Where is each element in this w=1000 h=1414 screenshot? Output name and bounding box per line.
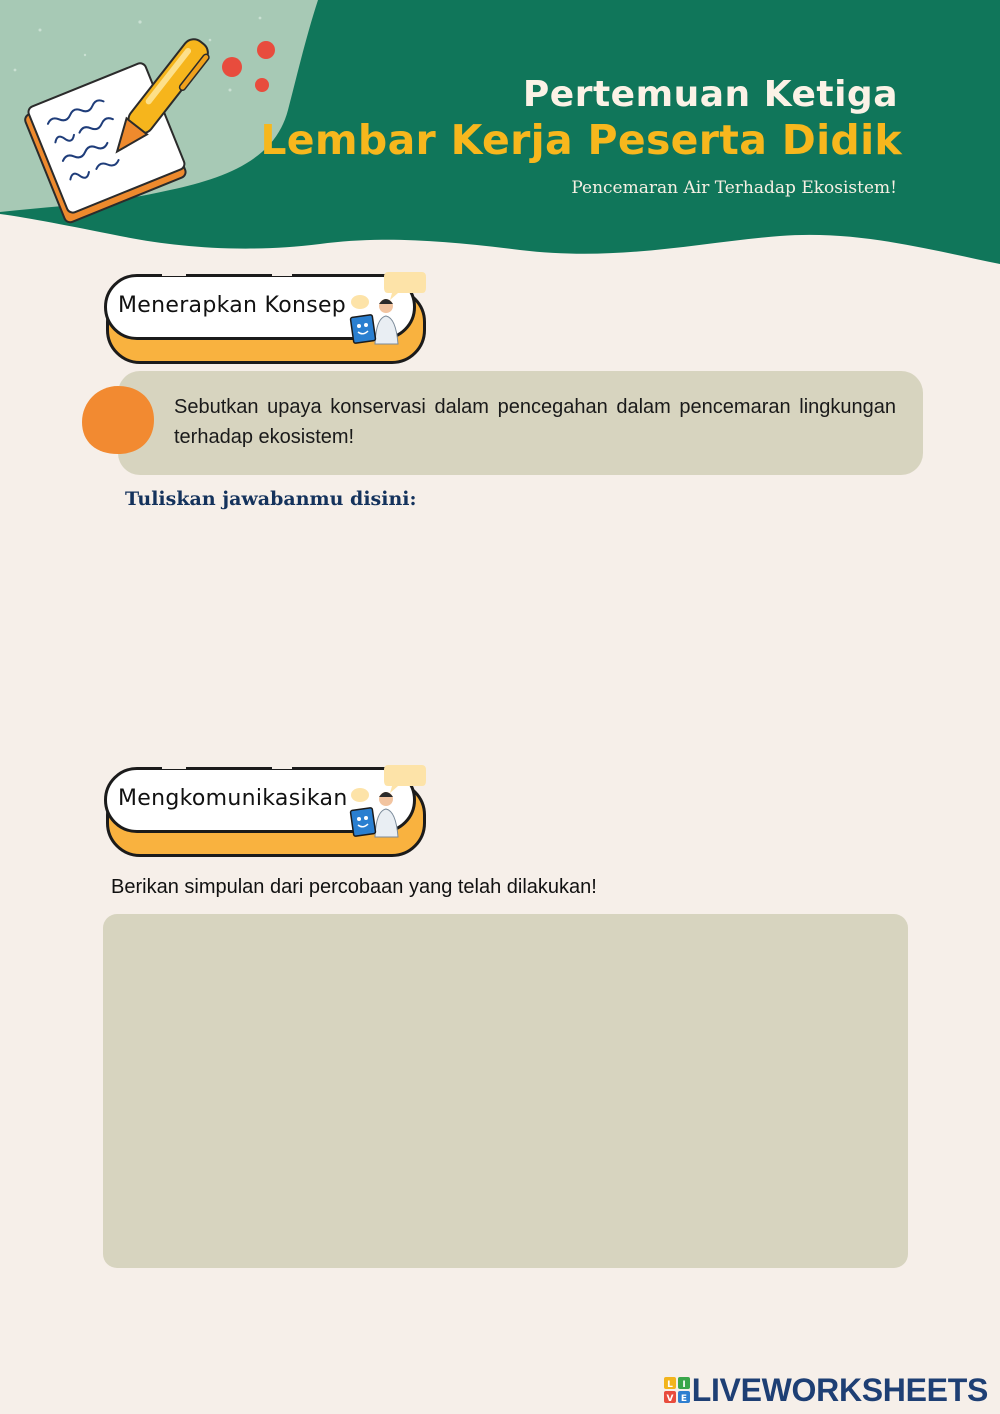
- meeting-label: Pertemuan Ketiga: [522, 74, 898, 115]
- logo-letter: V: [666, 1394, 674, 1403]
- tag-border-gap: [162, 271, 186, 276]
- worksheet-subtitle: Pencemaran Air Terhadap Ekosistem!: [571, 178, 897, 198]
- answer-prompt: Tuliskan jawabanmu disini:: [125, 488, 417, 510]
- brand-wordmark: LIVEWORKSHEETS: [691, 1371, 988, 1408]
- student-with-book-icon: [346, 292, 410, 348]
- student-with-book-icon: [346, 785, 410, 841]
- orange-blob-decoration: [80, 384, 156, 456]
- question-text: Sebutkan upaya konservasi dalam pencegahan dalam pencemaran lingkungan terhadap ekosistem!: [174, 396, 896, 448]
- logo-letter: E: [680, 1394, 687, 1403]
- tag-border-gap: [272, 764, 292, 769]
- liveworksheets-brand: [664, 1372, 988, 1408]
- section-tag-menerapkan-konsep: [102, 274, 422, 366]
- conclusion-answer-area[interactable]: [103, 914, 908, 1268]
- section-label: Mengkomunikasikan: [118, 786, 348, 811]
- tag-border-gap: [162, 764, 186, 769]
- liveworksheets-logo-icon: [664, 1377, 690, 1403]
- conclusion-prompt: Berikan simpulan dari percobaan yang telah dilakukan!: [111, 876, 597, 898]
- logo-letter: I: [682, 1380, 686, 1390]
- worksheet-title: Lembar Kerja Peserta Didik: [260, 116, 902, 164]
- notebook-pen-illustration: [0, 0, 300, 240]
- logo-letter: L: [666, 1380, 673, 1390]
- section-label: Menerapkan Konsep: [118, 293, 347, 318]
- tag-border-gap: [272, 271, 292, 276]
- section-tag-mengkomunikasikan: [102, 767, 422, 859]
